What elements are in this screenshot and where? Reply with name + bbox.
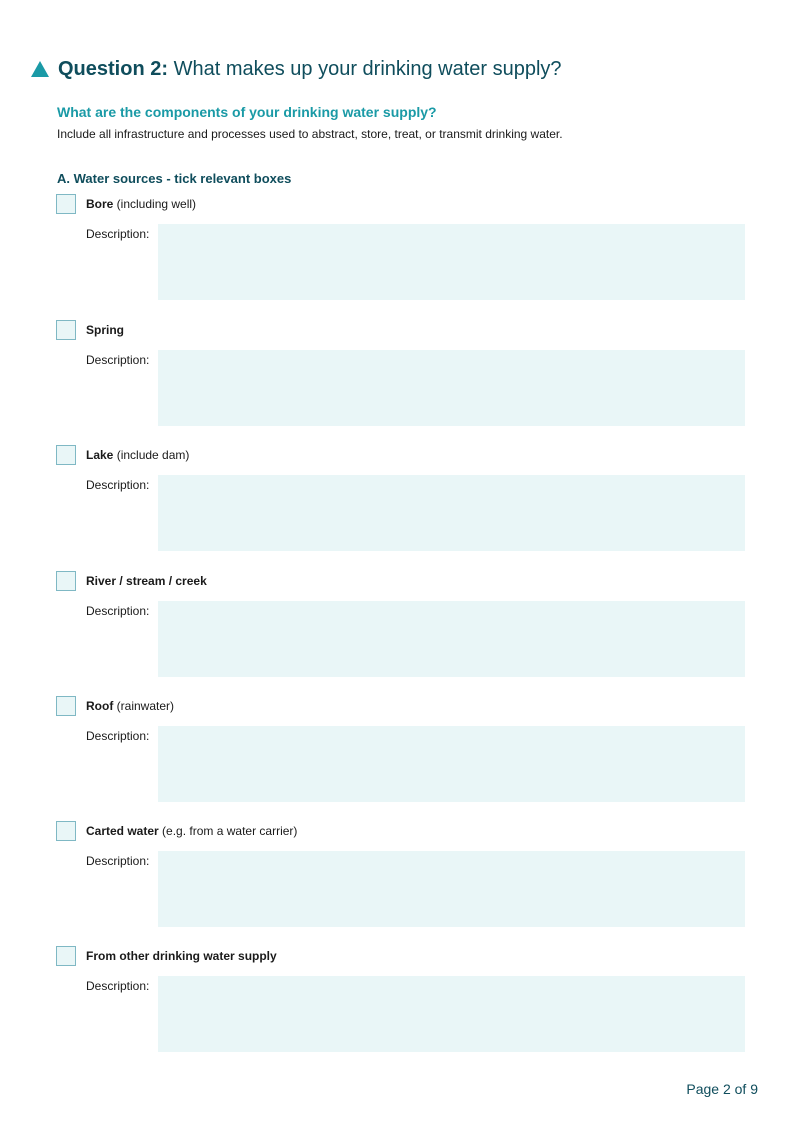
source-label-bold: Bore <box>86 197 114 211</box>
source-label <box>86 699 174 713</box>
source-label <box>86 197 196 211</box>
triangle-icon <box>31 61 49 77</box>
source-lake <box>56 445 746 557</box>
source-bore <box>56 194 746 306</box>
source-label-bold: Roof <box>86 699 114 713</box>
roof-description-field[interactable] <box>158 726 745 802</box>
source-label-bold: From other drinking water supply <box>86 949 277 963</box>
water-sources-heading: A. Water sources - tick relevant boxes <box>57 171 292 186</box>
source-label <box>86 949 277 963</box>
spring-checkbox[interactable] <box>56 320 76 340</box>
source-label-note: (e.g. from a water carrier) <box>158 824 298 838</box>
description-label: Description: <box>86 729 150 743</box>
source-carted-water <box>56 821 746 933</box>
river-description-field[interactable] <box>158 601 745 677</box>
description-label: Description: <box>86 854 150 868</box>
source-label <box>86 574 207 588</box>
source-label-bold: Lake <box>86 448 114 462</box>
roof-checkbox[interactable] <box>56 696 76 716</box>
source-label <box>86 448 189 462</box>
carted-water-description-field[interactable] <box>158 851 745 927</box>
bore-description-field[interactable] <box>158 224 745 300</box>
source-river <box>56 571 746 683</box>
intro-text: Include all infrastructure and processes used to abstract, store, treat, or transmit drinking water. <box>57 127 563 141</box>
source-label-bold: River / stream / creek <box>86 574 207 588</box>
source-label-note: (including well) <box>113 197 197 211</box>
description-label: Description: <box>86 478 150 492</box>
source-label-bold: Spring <box>86 323 124 337</box>
lake-description-field[interactable] <box>158 475 745 551</box>
source-roof <box>56 696 746 808</box>
source-spring <box>56 320 746 432</box>
source-label <box>86 824 297 838</box>
other-supply-description-field[interactable] <box>158 976 745 1052</box>
source-label-bold: Carted water <box>86 824 159 838</box>
source-other-supply <box>56 946 746 1058</box>
other-supply-checkbox[interactable] <box>56 946 76 966</box>
page-number: Page 2 of 9 <box>686 1081 758 1097</box>
components-subheading: What are the components of your drinking water supply? <box>57 104 437 120</box>
source-label-note: (rainwater) <box>113 699 175 713</box>
question-title <box>58 58 562 81</box>
lake-checkbox[interactable] <box>56 445 76 465</box>
description-label: Description: <box>86 604 150 618</box>
carted-water-checkbox[interactable] <box>56 821 76 841</box>
description-label: Description: <box>86 227 150 241</box>
question-header <box>31 58 562 81</box>
source-label-note: (include dam) <box>113 448 190 462</box>
spring-description-field[interactable] <box>158 350 745 426</box>
source-label <box>86 323 124 337</box>
question-label: Question 2: <box>58 58 169 80</box>
description-label: Description: <box>86 353 150 367</box>
river-checkbox[interactable] <box>56 571 76 591</box>
bore-checkbox[interactable] <box>56 194 76 214</box>
description-label: Description: <box>86 979 150 993</box>
question-text: What makes up your drinking water supply? <box>173 58 562 80</box>
